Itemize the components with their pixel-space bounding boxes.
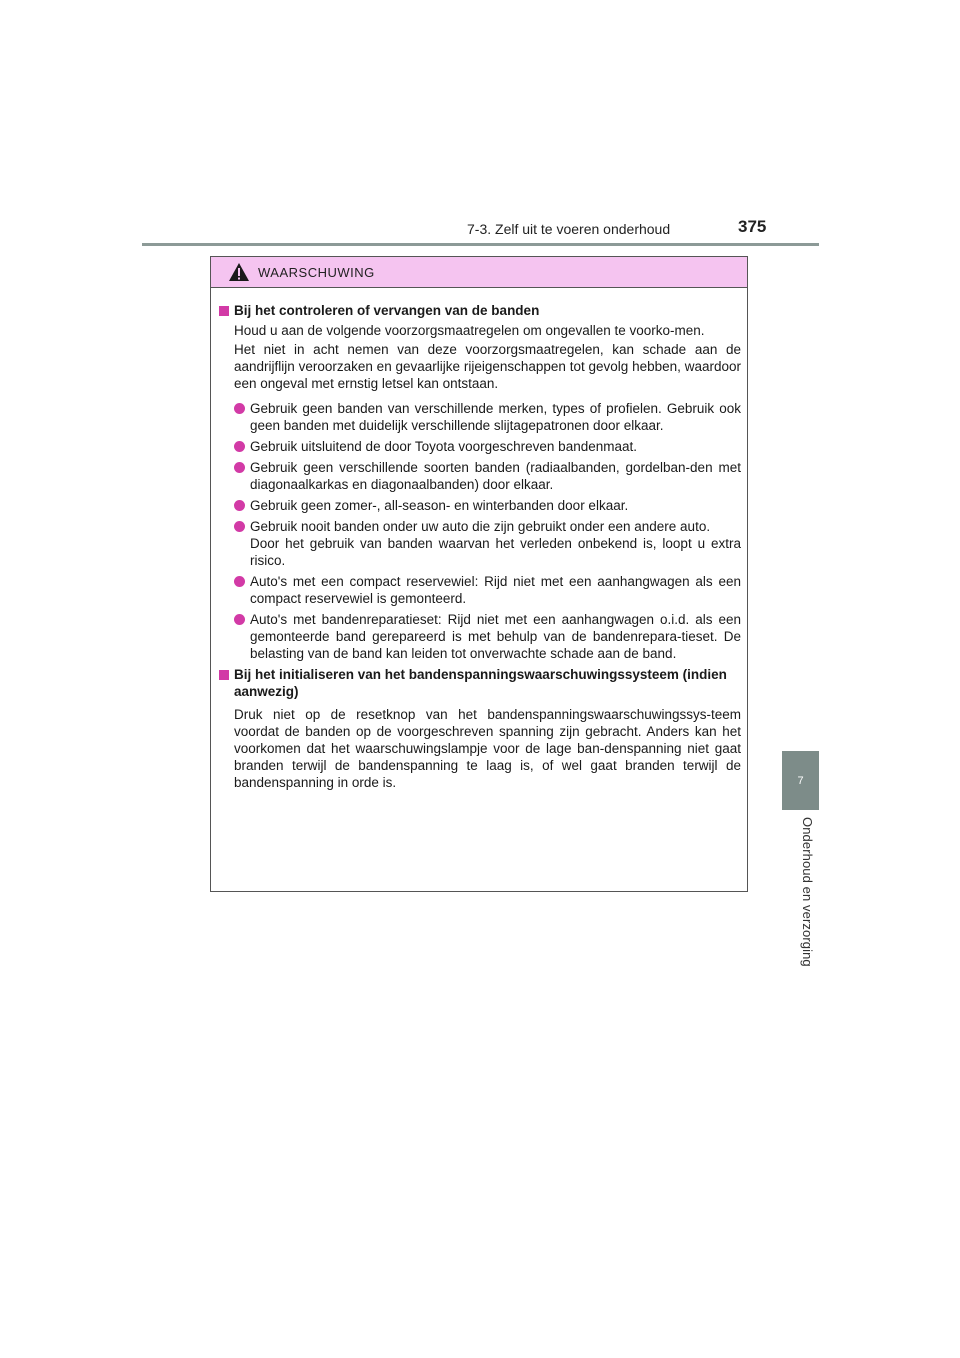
list-item — [217, 459, 741, 493]
list-item-text-line: Door het gebruik van banden waarvan het verleden onbekend is, loopt u extra risico. — [250, 536, 741, 568]
list-item — [217, 497, 741, 514]
paragraph: Houd u aan de volgende voorzorgsmaatregelen om ongevallen te voorko-men. — [234, 323, 705, 338]
section-heading — [217, 666, 741, 700]
circle-bullet-icon — [234, 462, 245, 473]
circle-bullet-icon — [234, 614, 245, 625]
chapter-title: Onderhoud en verzorging — [800, 817, 815, 967]
paragraph: Druk niet op de resetknop van het bandenspanningswaarschuwingssys-teem voordat de banden op de voorgeschreven spanning zijn gebracht. Anders kan het voorkomen dat het waarschuwingslampje voor de lage ban-denspanning niet gaat branden terwijl de bandenspanning te laag is, of wel gaat branden terwijl de bandenspanning in orde is. — [234, 707, 741, 790]
list-item-text: Gebruik geen verschillende soorten banden (radiaalbanden, gordelban-den met diagonaalkarkas en diagonaalbanden) door elkaar. — [250, 460, 741, 492]
section-heading — [217, 302, 741, 319]
list-item-text-line: Gebruik nooit banden onder uw auto die zijn gebruikt onder een andere auto. — [250, 519, 711, 534]
warning-triangle-icon — [228, 262, 250, 282]
list-item — [217, 611, 741, 662]
section-heading-text: Bij het initialiseren van het bandenspanningswaarschuwingssysteem (indien aanwezig) — [234, 667, 727, 699]
header-divider — [142, 243, 819, 246]
list-item-text: Auto's met bandenreparatieset: Rijd niet met een aanhangwagen o.i.d. als een gemonteerde band gerepareerd is met behulp van de bandenrepara-tieset. De belasting van de band kan leiden tot onverwachte schade aan de band. — [250, 612, 741, 661]
warning-header — [211, 257, 747, 288]
paragraph: Het niet in acht nemen van deze voorzorgsmaatregelen, kan schade aan de aandrijflijn veroorzaken en gevaarlijke rijeigenschappen tot gevolg hebben, waardoor een ongeval met ernstig letsel kan ontstaan. — [234, 342, 741, 391]
list-item — [217, 518, 741, 569]
warning-box — [210, 256, 748, 892]
list-item-text: Gebruik geen zomer-, all-season- en winterbanden door elkaar. — [250, 498, 629, 513]
square-bullet-icon — [219, 306, 229, 316]
list-item-text — [250, 518, 741, 569]
square-bullet-icon — [219, 670, 229, 680]
section-header: 7-3. Zelf uit te voeren onderhoud — [467, 221, 671, 237]
circle-bullet-icon — [234, 441, 245, 452]
circle-bullet-icon — [234, 403, 245, 414]
list-item-text: Gebruik geen banden van verschillende merken, types of profielen. Gebruik ook geen banden met duidelijk verschillende slijtagepatronen door elkaar. — [250, 401, 741, 433]
warning-title: WAARSCHUWING — [258, 264, 375, 280]
circle-bullet-icon — [234, 500, 245, 511]
list-item-text: Auto's met een compact reservewiel: Rijd niet met een aanhangwagen als een compact reservewiel is gemonteerd. — [250, 574, 741, 606]
chapter-tab — [782, 751, 819, 810]
circle-bullet-icon — [234, 576, 245, 587]
list-item — [217, 573, 741, 607]
list-item — [217, 400, 741, 434]
list-item — [217, 438, 741, 455]
warning-body — [211, 288, 747, 791]
page-number: 375 — [738, 217, 767, 236]
circle-bullet-icon — [234, 521, 245, 532]
list-item-text: Gebruik uitsluitend de door Toyota voorgeschreven bandenmaat. — [250, 439, 637, 454]
chapter-number: 7 — [797, 774, 804, 787]
section-heading-text: Bij het controleren of vervangen van de banden — [234, 303, 540, 318]
